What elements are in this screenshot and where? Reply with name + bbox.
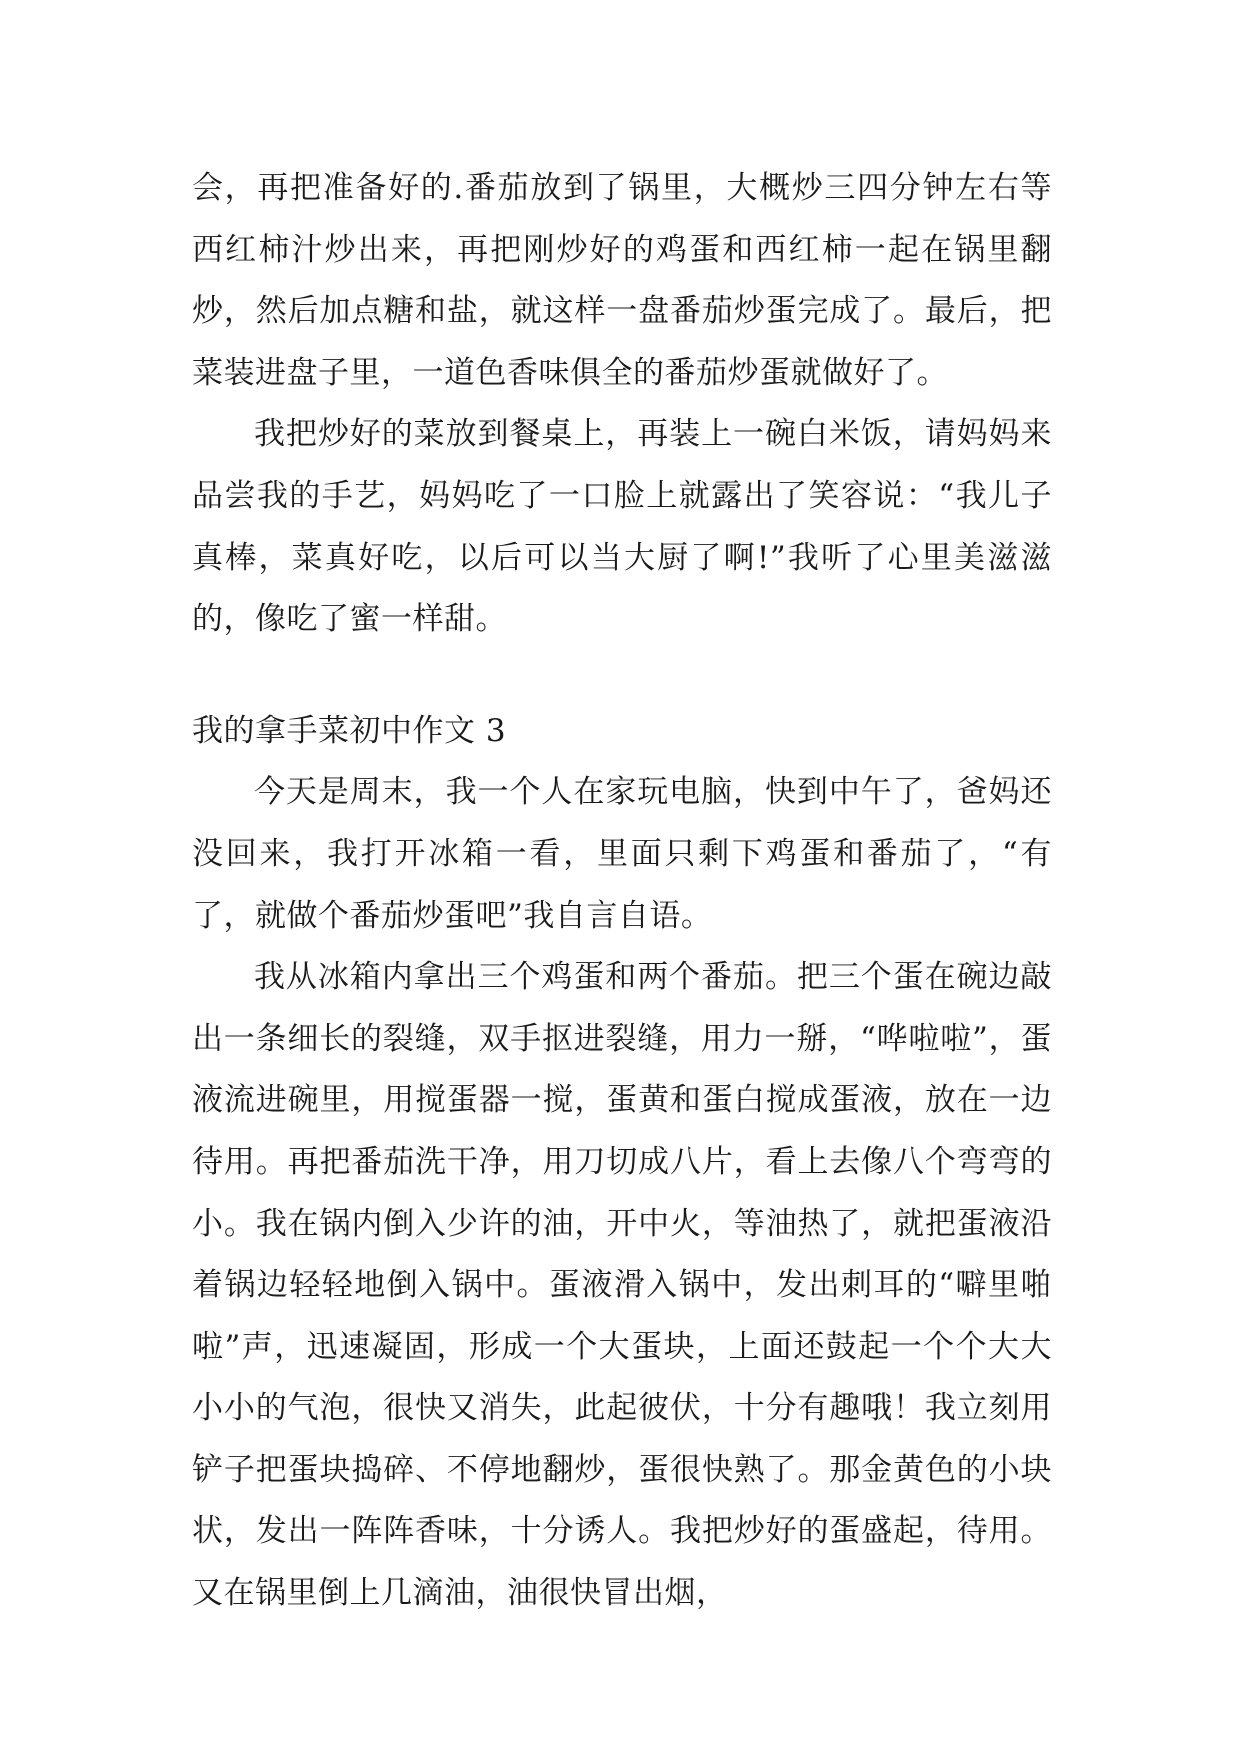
paragraph-continuation: 会，再把准备好的.番茄放到了锅里，大概炒三四分钟左右等西红柿汁炒出来，再把刚炒好的鸡蛋和西红柿一起在锅里翻炒，然后加点糖和盐，就这样一盘番茄炒蛋完成了。最后，把菜装进盘子里，一道色香味俱全的番茄炒蛋就做好了。 <box>192 170 1052 391</box>
section-title: 我的拿手菜初中作文 3 <box>192 712 507 749</box>
paragraph-weekend: 今天是周末，我一个人在家玩电脑，快到中午了，爸妈还没回来，我打开冰箱一看，里面只剩下鸡蛋和番茄了，“有了，就做个番茄炒蛋吧”我自言自语。 <box>192 774 1052 934</box>
document-body <box>192 158 1052 1625</box>
paragraph-dinner: 我把炒好的菜放到餐桌上，再装上一碗白米饭，请妈妈来品尝我的手艺，妈妈吃了一口脸上就露出了笑容说：“我儿子真棒，菜真好吃，以后可以当大厨了啊!”我听了心里美滋滋的，像吃了蜜一样甜。 <box>192 416 1052 638</box>
paragraph-cooking: 我从冰箱内拿出三个鸡蛋和两个番茄。把三个蛋在碗边敲出一条细长的裂缝，双手抠进裂缝，用力一掰，“哗啦啦”，蛋液流进碗里，用搅蛋器一搅，蛋黄和蛋白搅成蛋液，放在一边待用。再把番茄洗干净，用刀切成八片，看上去像八个弯弯的小。我在锅内倒入少许的油，开中火，等油热了，就把蛋液沿着锅边轻轻地倒入锅中。蛋液滑入锅中，发出刺耳的“噼里啪啦”声，迅速凝固，形成一个大蛋块，上面还鼓起一个个大大小小的气泡，很快又消失，此起彼伏，十分有趣哦！我立刻用铲子把蛋块捣碎、不停地翻炒，蛋很快熟了。那金黄色的小块状，发出一阵阵香味，十分诱人。我把炒好的蛋盛起，待用。又在锅里倒上几滴油，油很快冒出烟， <box>192 959 1052 1612</box>
